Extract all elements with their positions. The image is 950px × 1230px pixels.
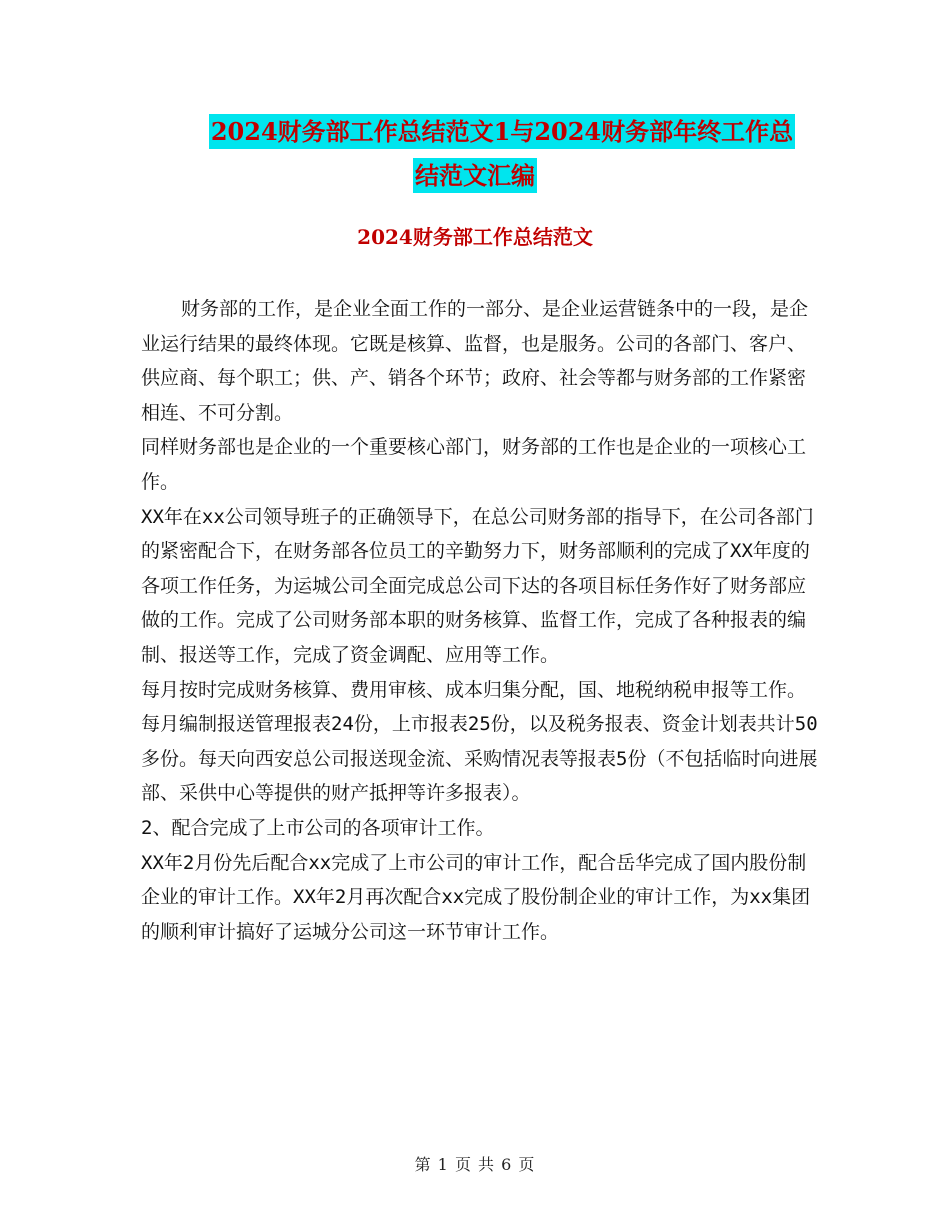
paragraph-core-department: 同样财务部也是企业的一个重要核心部门，财务部的工作也是企业的一项核心工作。 bbox=[141, 436, 807, 493]
document-title bbox=[0, 112, 950, 196]
document-title-line-2: 结范文汇编 bbox=[413, 158, 537, 193]
document-title-line-1: 2024财务部工作总结范文1与2024财务部年终工作总 bbox=[209, 114, 795, 149]
paragraph-audit-detail: XX年2月份先后配合xx完成了上市公司的审计工作，配合岳华完成了国内股份制企业的审计工作。XX年2月再次配合xx完成了股份制企业的审计工作，为xx集团的顺利审计搞好了运城分公司这一环节审计工作。 bbox=[141, 851, 811, 943]
paragraph-monthly-work: 每月按时完成财务核算、费用审核、成本归集分配，国、地税纳税申报等工作。每月编制报送管理报表24份，上市报表25份，以及税务报表、资金计划表共计50多份。每天向西安总公司报送现金流、采购情况表等报表5份（不包括临时向进展部、采供中心等提供的财产抵押等许多报表）。 bbox=[141, 678, 818, 805]
paragraph-intro: 财务部的工作，是企业全面工作的一部分、是企业运营链条中的一段，是企业运行结果的最终体现。它既是核算、监督，也是服务。公司的各部门、客户、供应商、每个职工；供、产、销各个环节；政府、社会等都与财务部的工作紧密相连、不可分割。 bbox=[141, 298, 809, 424]
paragraph-annual-summary: XX年在xx公司领导班子的正确领导下，在总公司财务部的指导下，在公司各部门的紧密配合下，在财务部各位员工的辛勤努力下，财务部顺利的完成了XX年度的各项工作任务，为运城公司全面完成总公司下达的各项目标任务作好了财务部应做的工作。完成了公司财务部本职的财务核算、监督工作，完成了各种报表的编制、报送等工作，完成了资金调配、应用等工作。 bbox=[141, 505, 814, 666]
section-title: 2024财务部工作总结范文 bbox=[357, 225, 593, 249]
document-body bbox=[141, 292, 821, 949]
page-footer: 第 1 页 共 6 页 bbox=[414, 1155, 536, 1174]
paragraph-audit-heading: 2、配合完成了上市公司的各项审计工作。 bbox=[141, 816, 495, 839]
